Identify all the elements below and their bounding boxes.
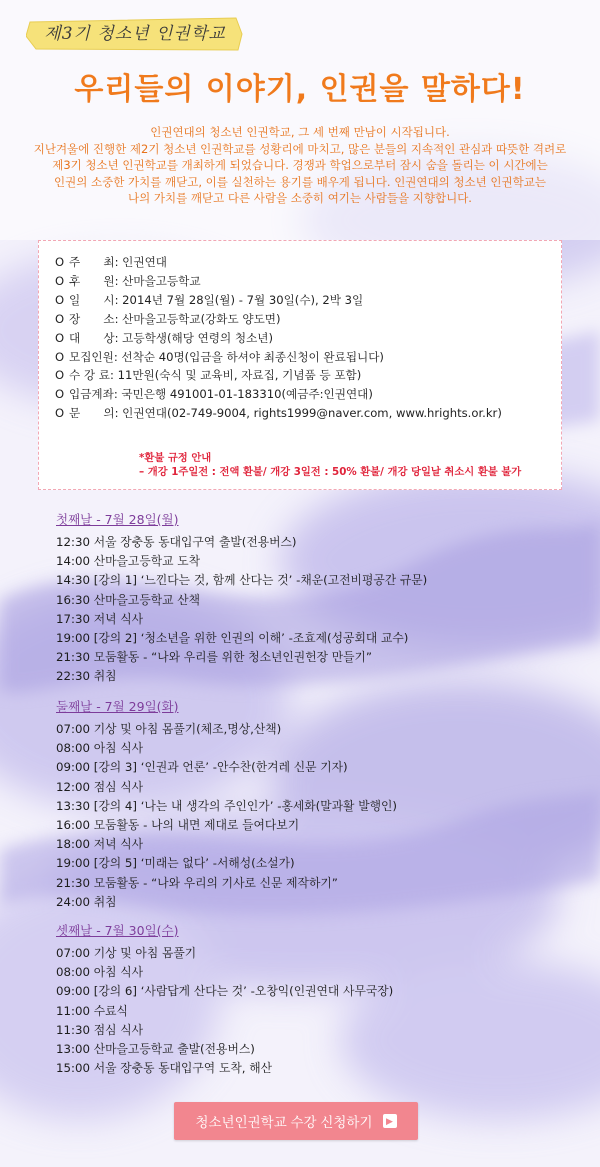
bullet-icon: O [55,349,65,364]
info-label: 문 의 [69,406,115,421]
bullet-icon: O [55,311,65,326]
intro-paragraph [20,124,580,207]
intro-line: 지난겨울에 진행한 제2기 청소년 인권학교를 성황리에 마치고, 많은 분들의 지속적인 관심과 따뜻한 격려로 [33,141,567,156]
info-value: : 인권연대 [114,255,167,269]
info-label: 모집인원 [69,349,114,364]
intro-line: 나의 가치를 깨닫고 다른 사람을 소중히 여기는 사람들을 지향합니다. [128,191,472,205]
schedule-item: 19:00 [강의 2] ‘청소년을 위한 인권의 이해’ -조효제(성공회대 교수) [56,631,409,646]
bullet-icon: O [55,368,65,383]
info-value: : 산마을고등학교 [114,273,201,288]
schedule-item: 12:00 점심 식사 [56,779,144,794]
bullet-icon: O [55,387,65,402]
refund-notice [139,451,521,479]
info-label: 대 상 [69,330,115,345]
info-value: : 인권연대(02-749-9004, rights1999@naver.com, www.hrights.or.kr) [114,406,502,421]
info-label: 후 원 [69,273,115,288]
schedule-item: 11:30 점심 식사 [56,1022,144,1037]
info-value: : 2014년 7월 28일(월) - 7월 30일(수), 2박 3일 [114,292,364,307]
edition-badge [26,16,244,52]
apply-button-label: 청소년인권학교 수강 신청하기 [195,1115,373,1130]
info-label: 수 강 료 [69,368,110,383]
bullet-icon: O [55,255,65,269]
bullet-icon: O [55,406,65,421]
schedule-item: 12:30 서울 장충동 동대입구역 출발(전용버스) [56,535,297,549]
schedule-item: 22:30 취침 [56,669,117,684]
info-row-date [55,291,545,310]
schedule-item: 08:00 아침 식사 [56,965,144,980]
intro-line: 인권연대의 청소년 인권학교, 그 세 번째 만남이 시작됩니다. [150,125,450,139]
schedule-item: 13:30 [강의 4] ‘나는 내 생각의 주인인가’ -홍세화(말과활 발행인) [56,798,397,813]
info-value: : 선착순 40명(입금을 하셔야 최종신청이 완료됩니다) [113,349,384,364]
bullet-icon: O [55,292,65,307]
schedule-item: 09:00 [강의 3] ‘인권과 언론’ -안수찬(한겨레 신문 기자) [56,760,348,775]
info-value: : 11만원(숙식 및 교육비, 자료집, 기념품 등 포함) [109,368,362,383]
schedule-item: 18:00 저녁 식사 [56,837,144,852]
info-value: : 국민은행 491001-01-183310(예금주:인권연대) [113,387,373,402]
info-row-host [55,253,545,272]
schedule-item: 11:00 수료식 [56,1003,128,1018]
schedule-item: 19:00 [강의 5] ‘미래는 없다’ -서해성(소설가) [56,856,295,871]
day-title: 둘째날 - 7월 29일(화) [56,699,179,714]
bullet-icon: O [55,273,65,288]
schedule-item: 21:30 모둠활동 - “나와 우리의 기사로 신문 제작하기” [56,875,338,890]
apply-button[interactable] [174,1102,418,1140]
schedule-day-3 [56,921,576,1078]
info-row-contact [55,404,545,423]
info-value: : 고등학생(해당 연령의 청소년) [114,330,273,345]
refund-notice-body: – 개강 1주일전 : 전액 환불/ 개강 3일전 : 50% 환불/ 개강 당일날 취소시 환불 불가 [139,466,522,478]
schedule-item: 14:30 [강의 1] ‘느낀다는 것, 함께 산다는 것’ -채운(고전비평공간 규문) [56,573,428,588]
day-title: 셋째날 - 7월 30일(수) [56,923,179,938]
schedule-item: 07:00 기상 및 아침 몸풀기 [56,946,197,960]
schedule-item: 09:00 [강의 6] ‘사람답게 산다는 것’ -오창익(인권연대 사무국장) [56,984,394,999]
schedule-day-2 [56,697,576,912]
chevron-right-icon: ▶ [383,1114,397,1128]
info-row-place [55,310,545,329]
schedule-item: 15:00 서울 장충동 동대입구역 도착, 해산 [56,1061,273,1076]
schedule-item: 17:30 저녁 식사 [56,611,144,626]
info-value: : 산마을고등학교(강화도 양도면) [114,311,281,326]
refund-notice-title: *환불 규정 안내 [139,452,212,464]
schedule-item: 14:00 산마을고등학교 도착 [56,554,201,569]
info-row-fee [55,366,545,385]
schedule-item: 21:30 모둠활동 - “나와 우리를 위한 청소년인권헌장 만들기” [56,650,373,665]
schedule-item: 16:30 산마을고등학교 산책 [56,592,201,607]
info-label: 일 시 [69,292,115,307]
info-row-target [55,329,545,348]
schedule-item: 13:00 산마을고등학교 출발(전용버스) [56,1042,255,1057]
info-label: 입금계좌 [69,387,114,402]
info-row-sponsor [55,272,545,291]
page-title: 우리들의 이야기, 인권을 말하다! [74,72,526,107]
schedule-item: 07:00 기상 및 아침 몸풀기(체조,명상,산책) [56,722,282,736]
info-label: 주 최 [69,255,115,269]
day-title: 첫째날 - 7월 28일(월) [56,512,179,527]
intro-line: 인권의 소중한 가치를 깨닫고, 이를 실천하는 용기를 배우게 됩니다. 인권연대의 청소년 인권학교는 [54,174,546,189]
badge-text: 제3기 청소년 인권학교 [44,24,226,44]
info-row-capacity [55,348,545,367]
schedule-item: 08:00 아침 식사 [56,741,144,756]
schedule-item: 24:00 취침 [56,894,117,909]
info-box [38,240,562,490]
info-row-account [55,385,545,404]
intro-line: 제3기 청소년 인권학교를 개최하게 되었습니다. 경쟁과 학업으로부터 잠시 숨을 돌리는 이 시간에는 [52,158,548,172]
schedule-day-1 [56,510,576,687]
schedule-item: 16:00 모둠활동 - 나의 내면 제대로 들여다보기 [56,818,300,833]
info-label: 장 소 [69,311,115,326]
bullet-icon: O [55,330,65,345]
